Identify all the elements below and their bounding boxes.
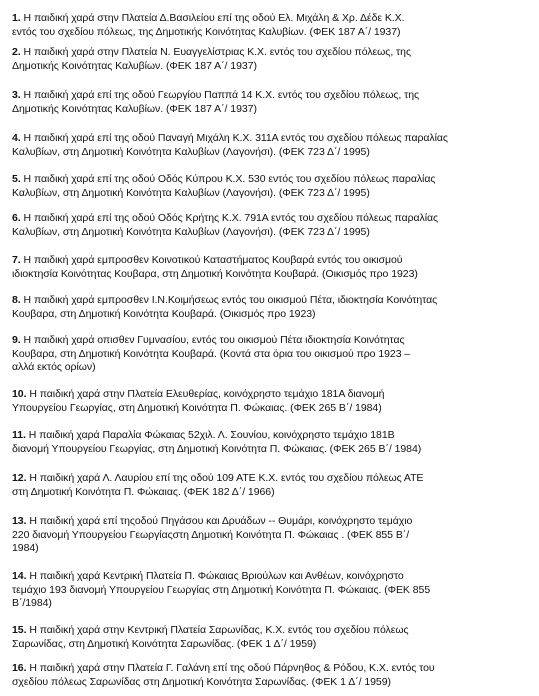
list-item xyxy=(12,89,530,116)
item-line: Δημοτικής Κοινότητας Καλυβίων. (ΦΕΚ 187 Α΄/ 1937) xyxy=(12,102,257,115)
item-line: Η παιδική χαρά στην Πλατεία Δ.Βασιλείου επί της οδού Ελ. Μιχάλη & Χρ. Δέδε Κ.Χ. xyxy=(23,12,405,24)
item-number: 10. xyxy=(12,388,27,400)
item-line: τεμάχιο 193 διανομή Υπουργείου Γεωργίας στη Δημοτική Κοινότητα Π. Φώκαιας. (ΦΕΚ 855 xyxy=(12,583,431,596)
item-line: Καλυβίων, στη Δημοτική Κοινότητα Καλυβίων (Λαγονήσι). (ΦΕΚ 723 Δ΄/ 1995) xyxy=(12,145,370,158)
list-item xyxy=(12,429,530,456)
item-line: Η παιδική χαρά στην Πλατεία Ν. Ευαγγελίστριας Κ.Χ. εντός του σχεδίου πόλεως, της xyxy=(23,46,411,58)
item-line: Υπουργείου Γεωργίας, στη Δημοτική Κοινότητα Π. Φώκαιας. (ΦΕΚ 265 Β΄/ 1984) xyxy=(12,401,382,414)
list-item xyxy=(12,334,530,375)
item-number: 11. xyxy=(12,429,26,441)
item-number: 12. xyxy=(12,472,27,484)
item-number: 6. xyxy=(12,212,21,224)
item-number: 13. xyxy=(12,515,27,527)
item-number: 4. xyxy=(12,132,21,144)
list-item xyxy=(12,254,530,281)
item-line: Καλυβίων, στη Δημοτική Κοινότητα Καλυβίων (Λαγονήσι). (ΦΕΚ 723 Δ΄/ 1995) xyxy=(12,225,370,238)
item-number: 3. xyxy=(12,89,21,101)
item-line: Καλυβίων, στη Δημοτική Κοινότητα Καλυβίων (Λαγονήσι). (ΦΕΚ 723 Δ΄/ 1995) xyxy=(12,186,370,199)
list-item xyxy=(12,472,530,499)
item-line: Η παιδική χαρά επί της οδού Γεωργίου Παππά 14 Κ.Χ. εντός του σχεδίου πόλεως, της xyxy=(23,89,420,101)
item-number: 2. xyxy=(12,46,21,58)
item-line: Η παιδική χαρά στην Πλατεία Γ. Γαλάνη επί της οδού Πάρνηθος & Ρόδου, Κ.Χ. εντός του xyxy=(29,662,435,674)
item-number: 7. xyxy=(12,254,21,266)
item-line: Β΄/1984) xyxy=(12,597,52,610)
item-line: Η παιδική χαρά Λ. Λαυρίου επί της οδού 109 ΑΤΕ Κ.Χ. εντός του σχεδίου πόλεως ΑΤΕ xyxy=(29,472,424,484)
item-line: Η παιδική χαρά εμπροσθεν Ι.Ν.Κοιμήσεως εντός του οικισμού Πέτα, ιδιοκτησία Κοινότητας xyxy=(23,294,438,306)
item-line: Δημοτικής Κοινότητας Καλυβίων. (ΦΕΚ 187 Α΄/ 1937) xyxy=(12,59,257,72)
item-line: Η παιδική χαρά επί της οδού Παναγή Μιχάλη Κ.Χ. 311Α εντός του σχεδίου πόλεως παραλίας xyxy=(23,132,448,144)
item-line: αλλά εκτός ορίων) xyxy=(12,361,96,374)
item-number: 5. xyxy=(12,173,21,185)
item-number: 16. xyxy=(12,662,27,674)
item-line: διανομή Υπουργείου Γεωργίας, στη Δημοτική Κοινότητα Π. Φώκαιας. (ΦΕΚ 265 Β΄/ 1984) xyxy=(12,442,422,455)
item-line: Η παιδική χαρά στην Πλατεία Ελευθερίας, κοινόχρηστο τεμάχιο 181Α διανομή xyxy=(29,388,385,400)
item-number: 1. xyxy=(12,12,21,24)
item-line: Κουβαρα, στη Δημοτική Κοινότητα Κουβαρά. (Κοντά στα όρια του οικισμού προ 1923 – xyxy=(12,347,411,360)
item-number: 9. xyxy=(12,334,21,346)
item-line: 1984) xyxy=(12,542,39,555)
item-line: Η παιδική χαρά εμπροσθεν Κοινοτικού Καταστήματος Κουβαρά εντός του οικισμού xyxy=(23,254,403,266)
item-line: 220 διανομή Υπουργείου Γεωργίαςστη Δημοτική Κοινότητα Π. Φώκαιας . (ΦΕΚ 855 Β΄/ xyxy=(12,528,410,541)
list-item xyxy=(12,294,530,321)
item-line: Η παιδική χαρά επί της οδού Οδός Κύπρου Κ.Χ. 530 εντός του σχεδίου πόλεως παραλίας xyxy=(23,173,436,185)
item-line: Σαρωνίδας, στη Δημοτική Κοινότητα Σαρωνίδας. (ΦΕΚ 1 Δ΄/ 1959) xyxy=(12,637,317,650)
item-number: 8. xyxy=(12,294,21,306)
item-number: 15. xyxy=(12,624,27,636)
list-item xyxy=(12,12,530,39)
item-line: στη Δημοτική Κοινότητα Π. Φώκαιας. (ΦΕΚ 182 Δ΄/ 1966) xyxy=(12,485,275,498)
list-item xyxy=(12,212,530,239)
list-item xyxy=(12,46,530,73)
list-item xyxy=(12,132,530,159)
list-item xyxy=(12,570,530,611)
item-number: 14. xyxy=(12,570,27,582)
item-line: Η παιδική χαρά Παραλία Φώκαιας 52χιλ. Λ. Σουνίου, κοινόχρηστο τεμάχιο 181Β xyxy=(28,429,395,441)
item-line: Η παιδική χαρά στην Κεντρική Πλατεία Σαρωνίδας, Κ.Χ. εντός του σχεδίου πόλεως xyxy=(29,624,409,636)
item-line: εντός του σχεδίου πόλεως, της Δημοτικής Κοινότητας Καλυβίων. (ΦΕΚ 187 Α΄/ 1937) xyxy=(12,25,401,38)
list-item xyxy=(12,515,530,556)
item-line: Η παιδική χαρά επί τηςοδού Πηγάσου και Δρυάδων -- Θυμάρι, κοινόχρηστο τεμάχιο xyxy=(29,515,413,527)
item-line: Η παιδική χαρά Κεντρική Πλατεία Π. Φώκαιας Βριούλων και Ανθέων, κοινόχρηστο xyxy=(29,570,404,582)
list-item xyxy=(12,173,530,200)
list-item xyxy=(12,662,530,689)
item-line: Η παιδική χαρά επί της οδού Οδός Κρήτης Κ.Χ. 791Α εντός του σχεδίου πόλεως παραλίας xyxy=(23,212,439,224)
item-line: σχεδίου πόλεως Σαρωνίδας στη Δημοτική Κοινότητα Σαρωνίδας. (ΦΕΚ 1 Δ΄/ 1959) xyxy=(12,675,391,688)
list-item xyxy=(12,624,530,651)
item-line: Η παιδική χαρά οπισθεν Γυμνασίου, εντός του οικισμού Πέτα ιδιοκτησία Κοινότητας xyxy=(23,334,405,346)
item-line: ιδιοκτησία Κοινότητας Κουβαρα, στη Δημοτική Κοινότητα Κουβαρά. (Οικισμός προ 1923) xyxy=(12,267,418,280)
list-item xyxy=(12,388,530,415)
item-line: Κουβαρα, στη Δημοτική Κοινότητα Κουβαρά. (Οικισμός προ 1923) xyxy=(12,307,316,320)
